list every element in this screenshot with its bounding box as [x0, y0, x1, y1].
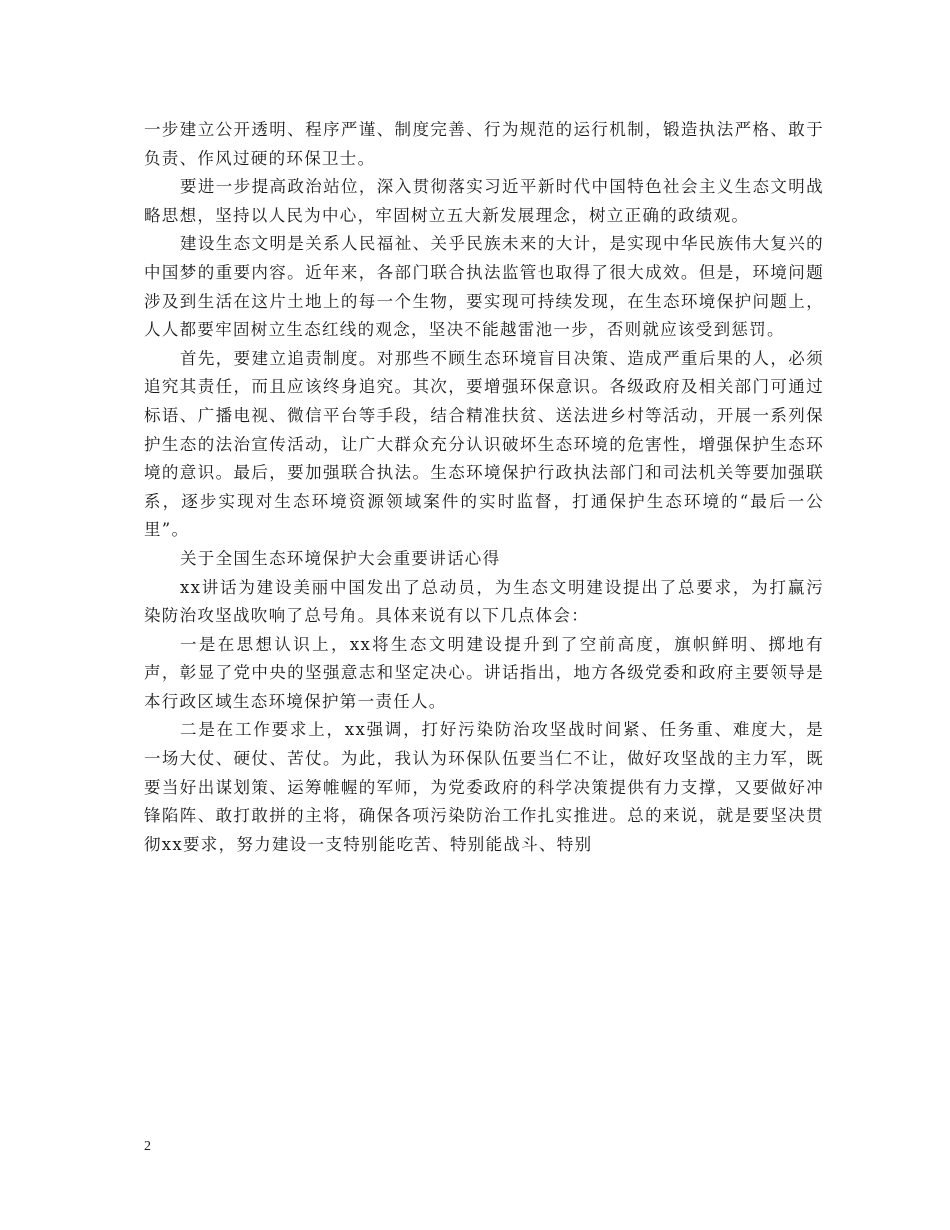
- section-heading: 关于全国生态环境保护大会重要讲话心得: [180, 548, 501, 568]
- document-body: [144, 116, 824, 859]
- paragraph-continuation: 一步建立公开透明、程序严谨、制度完善、行为规范的运行机制，锻造执法严格、敢于负责、作风过硬的环保卫士。: [144, 120, 824, 168]
- paragraph: 一是在思想认识上，xx将生态文明建设提升到了空前高度，旗帜鲜明、掷地有声，彰显了党中央的坚强意志和坚定决心。讲话指出，地方各级党委和政府主要领导是本行政区域生态环境保护第一责任人。: [144, 634, 824, 711]
- paragraph: 建设生态文明是关系人民福祉、关乎民族未来的大计，是实现中华民族伟大复兴的中国梦的重要内容。近年来，各部门联合执法监管也取得了很大成效。但是，环境问题涉及到生活在这片土地上的每一个生物，要实现可持续发现，在生态环境保护问题上，人人都要牢固树立生态红线的观念，坚决不能越雷池一步，否则就应该受到惩罚。: [144, 234, 824, 340]
- paragraph: 要进一步提高政治站位，深入贯彻落实习近平新时代中国特色社会主义生态文明战略思想，坚持以人民为中心，牢固树立五大新发展理念，树立正确的政绩观。: [144, 177, 824, 225]
- paragraph: 首先，要建立追责制度。对那些不顾生态环境盲目决策、造成严重后果的人，必须追究其责任，而且应该终身追究。其次，要增强环保意识。各级政府及相关部门可通过标语、广播电视、微信平台等手段，结合精准扶贫、送法进乡村等活动，开展一系列保护生态的法治宣传活动，让广大群众充分认识破坏生态环境的危害性，增强保护生态环境的意识。最后，要加强联合执法。生态环境保护行政执法部门和司法机关等要加强联系，逐步实现对生态环境资源领域案件的实时监督，打通保护生态环境的“最后一公里”。: [144, 348, 824, 540]
- paragraph: 二是在工作要求上，xx强调，打好污染防治攻坚战时间紧、任务重、难度大，是一场大仗、硬仗、苦仗。为此，我认为环保队伍要当仁不让，做好攻坚战的主力军，既要当好出谋划策、运筹帷幄的军师，为党委政府的科学决策提供有力支撑，又要做好冲锋陷阵、敢打敢拼的主将，确保各项污染防治工作扎实推进。总的来说，就是要坚决贯彻xx要求，努力建设一支特别能吃苦、特别能战斗、特别: [144, 720, 824, 854]
- page-number: 2: [144, 1139, 151, 1154]
- paragraph: xx讲话为建设美丽中国发出了总动员，为生态文明建设提出了总要求，为打赢污染防治攻坚战吹响了总号角。具体来说有以下几点体会：: [144, 577, 824, 626]
